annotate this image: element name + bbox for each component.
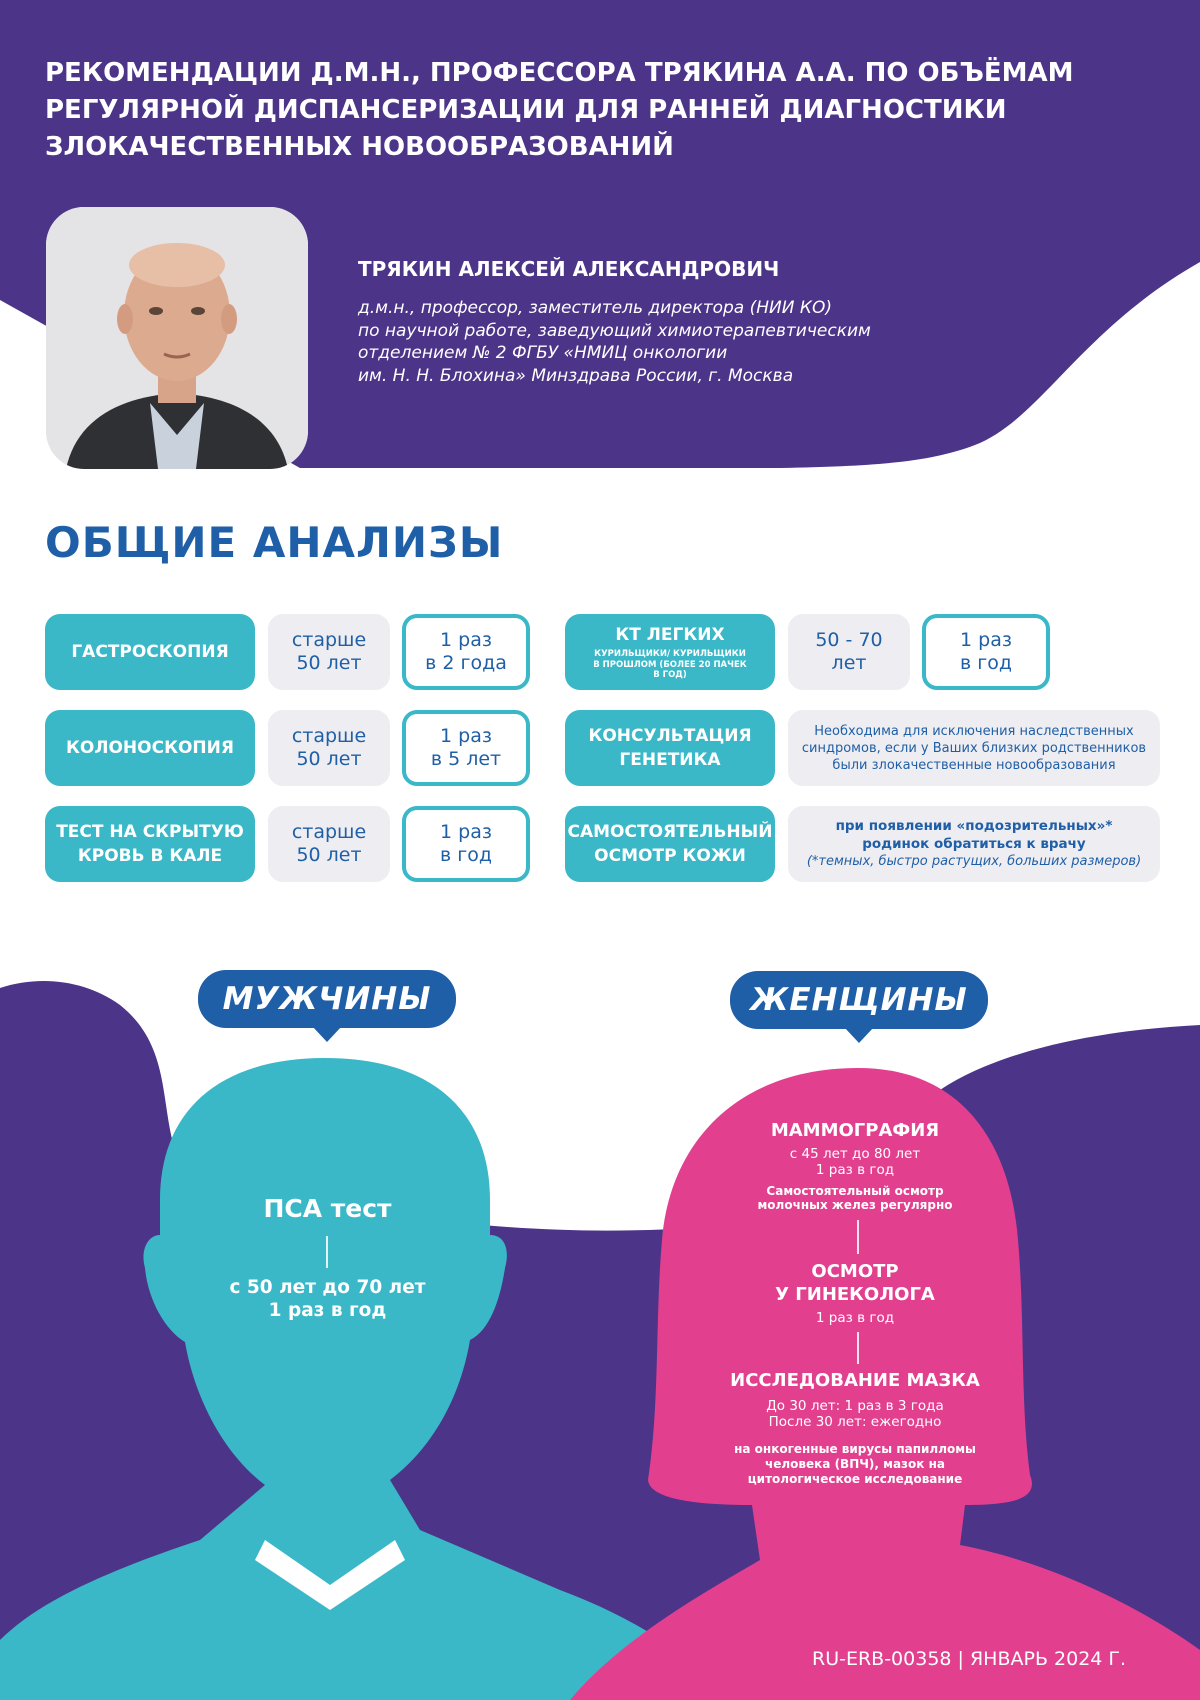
freq-text: в год: [960, 652, 1012, 674]
freq-text: 1 раз: [440, 725, 492, 747]
age-text: лет: [831, 652, 867, 674]
detail-line: После 30 лет: ежегодно: [768, 1414, 942, 1430]
test-occult-blood: [45, 806, 255, 882]
age-text: 50 лет: [296, 652, 362, 674]
subtitle-line: В ГОД): [653, 670, 687, 681]
frequency-badge: [402, 806, 530, 882]
gynecologist-title: [700, 1260, 1010, 1306]
gynecologist-frequency: 1 раз в год: [815, 1310, 895, 1326]
age-badge: [268, 710, 390, 786]
note-line: Самостоятельный осмотр: [766, 1184, 944, 1198]
mammography-note: [700, 1184, 1010, 1212]
expert-name: ТРЯКИН АЛЕКСЕЙ АЛЕКСАНДРОВИЧ: [358, 257, 780, 281]
bio-line: им. Н. Н. Блохина» Минздрава России, г. Москва: [358, 365, 794, 386]
genetics-note: [788, 710, 1160, 786]
age-text: старше: [291, 629, 367, 651]
detail-line: с 45 лет до 80 лет: [789, 1146, 921, 1162]
bio-line: отделением № 2 ФГБУ «НМИЦ онкологии: [358, 343, 728, 363]
title-line: РЕГУЛЯРНОЙ ДИСПАНСЕРИЗАЦИИ ДЛЯ РАННЕЙ ДИАГНОСТИКИ: [45, 95, 1007, 125]
women-tag: ЖЕНЩИНЫ: [730, 971, 988, 1029]
test-name: КРОВЬ В КАЛЕ: [77, 846, 223, 866]
smear-note: [700, 1442, 1010, 1487]
subtitle-line: КУРИЛЬЩИКИ/ КУРИЛЬЩИКИ: [594, 649, 746, 660]
note-line: Необходима для исключения наследственных: [814, 723, 1134, 739]
frequency-badge: [922, 614, 1050, 690]
mammography-title: МАММОГРАФИЯ: [770, 1120, 940, 1141]
psa-test-title: ПСА тест: [263, 1194, 392, 1223]
freq-text: 1 раз: [960, 629, 1012, 651]
expert-photo: [46, 207, 308, 469]
age-text: старше: [291, 725, 367, 747]
age-text: старше: [291, 821, 367, 843]
test-name: ГЕНЕТИКА: [619, 750, 721, 770]
title-line: РЕКОМЕНДАЦИИ Д.М.Н., ПРОФЕССОРА ТРЯКИНА А.А. ПО ОБЪЁМАМ: [45, 58, 1074, 88]
divider-line: [857, 1220, 859, 1254]
note-line: синдромов, если у Ваших близких родственников: [801, 740, 1147, 756]
divider-line: [326, 1236, 328, 1268]
divider-line: [857, 1332, 859, 1364]
note-line: родинок обратиться к врачу: [862, 836, 1086, 852]
detail-line: с 50 лет до 70 лет: [229, 1277, 426, 1298]
test-name: САМОСТОЯТЕЛЬНЫЙ: [567, 822, 773, 842]
test-name: ГАСТРОСКОПИЯ: [71, 642, 229, 662]
men-tag-pointer: [312, 1026, 342, 1043]
note-line: (*темных, быстро растущих, больших размеров): [806, 854, 1142, 869]
section-title-general: ОБЩИЕ АНАЛИЗЫ: [45, 518, 504, 567]
subtitle-line: В ПРОШЛОМ (БОЛЕЕ 20 ПАЧЕК: [593, 659, 747, 670]
bio-line: по научной работе, заведующий химиотерапевтическим: [358, 320, 871, 341]
note-line: человека (ВПЧ), мазок на: [765, 1457, 945, 1471]
test-name: КОНСУЛЬТАЦИЯ: [588, 726, 752, 746]
test-name: ТЕСТ НА СКРЫТУЮ: [56, 822, 244, 842]
test-genetics: [565, 710, 775, 786]
test-name: КОЛОНОСКОПИЯ: [66, 738, 234, 758]
freq-text: в год: [440, 844, 492, 866]
test-lung-ct: [565, 614, 775, 690]
footer-code: RU-ERB-00358 | ЯНВАРЬ 2024 Г.: [812, 1648, 1127, 1670]
title-line: ОСМОТР: [811, 1261, 899, 1282]
detail-line: 1 раз в год: [815, 1162, 895, 1178]
age-badge: [268, 806, 390, 882]
mammography-details: [700, 1146, 1010, 1178]
test-name: ОСМОТР КОЖИ: [594, 846, 746, 866]
age-text: 50 лет: [296, 748, 362, 770]
note-line: цитологическое исследование: [747, 1472, 963, 1486]
title-line: У ГИНЕКОЛОГА: [775, 1284, 935, 1305]
detail-line: 1 раз в год: [268, 1300, 387, 1321]
freq-text: 1 раз: [440, 629, 492, 651]
men-tag: МУЖЧИНЫ: [198, 970, 456, 1028]
smear-details: [700, 1398, 1010, 1430]
test-subtitle: [593, 649, 747, 681]
note-line: при появлении «подозрительных»*: [835, 818, 1113, 834]
test-name: КТ ЛЕГКИХ: [615, 625, 725, 646]
test-skin-self-exam: [565, 806, 775, 882]
age-text: 50 лет: [296, 844, 362, 866]
page-title: [45, 55, 1155, 166]
test-gastroscopy: [45, 614, 255, 690]
age-badge: [788, 614, 910, 690]
women-tag-pointer: [844, 1027, 874, 1044]
expert-bio: [358, 297, 871, 387]
test-colonoscopy: [45, 710, 255, 786]
note-line: были злокачественные новообразования: [832, 757, 1116, 773]
age-text: 50 - 70: [815, 629, 883, 651]
smear-title: ИССЛЕДОВАНИЕ МАЗКА: [730, 1370, 980, 1391]
frequency-badge: [402, 710, 530, 786]
psa-test-details: [200, 1276, 455, 1322]
freq-text: 1 раз: [440, 821, 492, 843]
freq-text: в 2 года: [425, 652, 507, 674]
skin-note: [788, 806, 1160, 882]
detail-line: До 30 лет: 1 раз в 3 года: [766, 1398, 944, 1414]
frequency-badge: [402, 614, 530, 690]
freq-text: в 5 лет: [430, 748, 502, 770]
age-badge: [268, 614, 390, 690]
bio-line: д.м.н., профессор, заместитель директора (НИИ КО): [358, 298, 832, 318]
note-line: на онкогенные вирусы папилломы: [734, 1442, 976, 1456]
title-line: ЗЛОКАЧЕСТВЕННЫХ НОВООБРАЗОВАНИЙ: [45, 132, 674, 162]
note-line: молочных желез регулярно: [757, 1198, 953, 1212]
